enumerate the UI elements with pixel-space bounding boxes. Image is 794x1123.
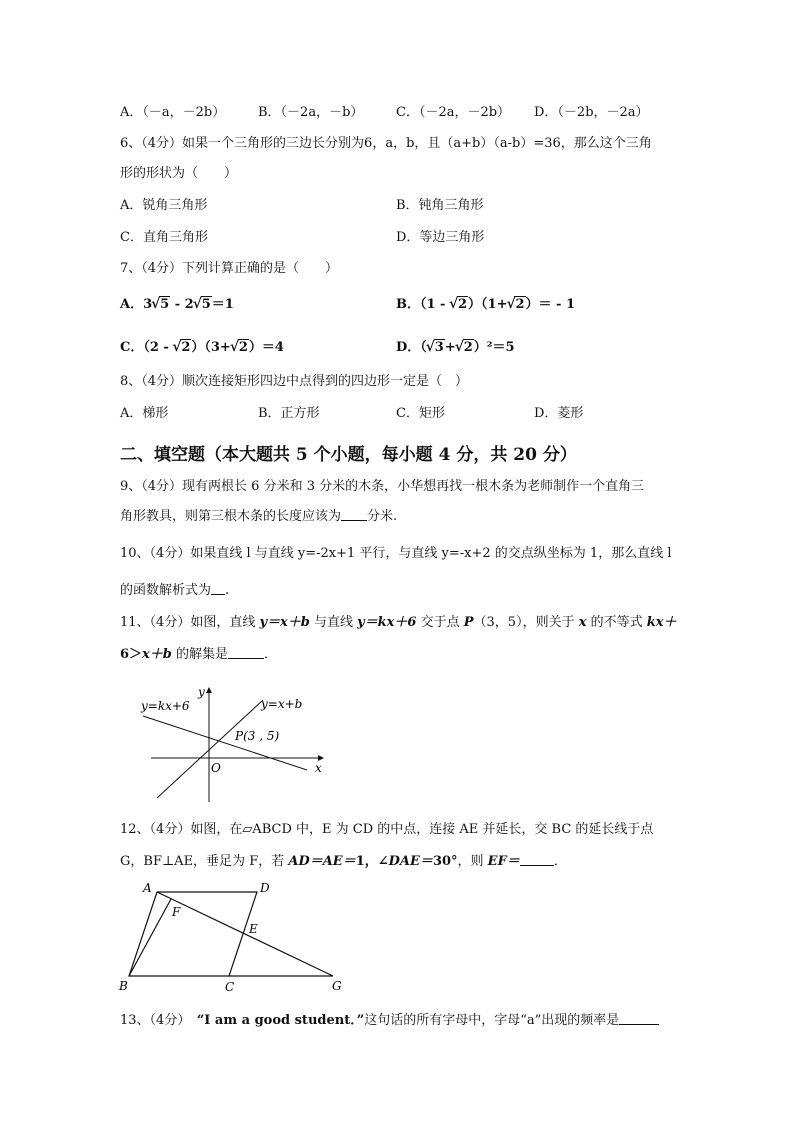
q10-answer-blank[interactable] [211,582,225,595]
label-x-plus-b: y=x+b [261,697,303,711]
q6-option-c: C．直角三角形 [120,230,208,245]
q11-stem-line1 [120,614,677,632]
q6-stem-line2: 形的形状为（ ） [120,166,238,181]
q10-stem-line1: 10、（4分）如果直线 l 与直线 y=-2x+1 平行，与直线 y=-x+2 的交点纵坐标为 1，那么直线 l [120,546,672,561]
segment-ag [157,892,333,976]
label-origin: O [211,761,221,775]
q7-b-label: B．（1 - [396,297,450,312]
q7-a-op: - 2 [170,297,194,312]
q7-option-d [396,339,515,357]
q9-stem-line2 [120,508,397,526]
label-g: G [332,979,342,993]
q8-option-d: D．菱形 [534,406,584,421]
q11-point-name: P [463,615,474,630]
sqrt-symbol [195,296,212,314]
q8-option-b: B．正方形 [258,406,320,421]
q7-d-radicand1: 3 [434,340,444,355]
q11-answer-blank[interactable] [228,646,264,659]
q7-b-tail: ）＝ - 1 [525,297,576,312]
q7-b-mid: ）（1+ [468,297,508,312]
q7-option-c [120,339,284,357]
q10-stem-line2 [120,582,229,600]
q12-expr: AD＝AE＝ [288,854,356,869]
section-heading: 二、填空题（本大题共 5 个小题，每小题 4 分，共 20 分） [120,445,577,465]
q7-c-tail: ）＝4 [248,340,284,355]
q12-text: G，BF⊥AE，垂足为 F，若 [120,854,289,869]
sqrt-symbol [232,339,249,357]
q12-period: ． [553,854,567,869]
q9-unit: 分米. [367,509,398,524]
label-e: E [249,922,258,936]
q6-option-a: A．锐角三角形 [120,198,208,213]
label-b: B [119,979,128,993]
q5-option-c: C．（－2a，－2b） [396,105,511,120]
q11-variable: x [578,615,587,630]
q8-stem: 8、（4分）顺次连接矩形四边中点得到的四边形一定是（ ） [120,374,469,389]
label-c: C [225,980,235,994]
sqrt-symbol [174,339,191,357]
q11-text: 交于点 [416,615,464,630]
q12-expr: 1， [355,854,378,869]
q11-line1-expr: y＝x＋b [259,615,310,630]
q12-text: ，则 [457,854,488,869]
sqrt-symbol [153,296,170,314]
q10-period: . [225,583,230,598]
q13-answer-blank[interactable] [619,1012,659,1025]
label-d: D [260,881,270,895]
q7-b-radicand2: 2 [515,297,525,312]
q11-period: ． [264,647,278,662]
q7-d-radicand2: 2 [463,340,473,355]
line-x-plus-b [157,700,263,798]
q5-option-d: D．（－2b，－2a） [534,105,649,120]
label-a: A [143,881,152,895]
q8-option-a: A．梯形 [120,406,169,421]
q7-a-coef: 3 [143,297,153,312]
q12-expr: EF＝ [487,854,520,869]
sqrt-symbol [428,339,445,357]
q8-option-c: C．矩形 [396,406,445,421]
q11-inequality-part: kx＋ [646,615,677,630]
q12-parallelogram-figure [115,876,355,998]
q11-text: （3，5），则关于 [473,615,579,630]
q6-option-d: D．等边三角形 [396,230,485,245]
q7-c-label: C．（2 - [120,340,174,355]
label-y: y [198,685,205,699]
q10-text: 的函数解析式为 [120,583,212,598]
q11-inequality-part: x＋b [142,647,172,662]
q9-answer-blank[interactable] [341,508,367,521]
q7-option-b [396,296,575,314]
label-f: F [172,905,181,919]
label-kx-plus-6: y=kx+6 [141,699,190,713]
q12-expr: ∠DAE＝ [377,854,433,869]
q9-text: 角形教具，则第三根木条的长度应该为 [120,509,342,524]
q11-text: 与直线 [309,615,358,630]
q7-a-label: A． [120,297,144,312]
sqrt-symbol [457,339,474,357]
q6-stem-line1: 6、（4分）如果一个三角形的三边长分别为6，a，b，且（a+b）（a-b）=36，那么这个三角 [120,136,652,151]
q5-option-b: B．（－2a，－b） [258,105,364,120]
q11-text: 的解集是 [171,647,229,662]
q5-option-a: A．（－a，－2b） [120,105,226,120]
q7-option-a [120,296,234,314]
q7-d-label: D．（ [396,340,427,355]
q7-c-radicand1: 2 [181,340,191,355]
q7-b-radicand1: 2 [457,297,468,312]
q7-a-radicand1: 5 [160,297,170,312]
q13-number: 13、（4分） [120,1013,197,1028]
q11-line2-expr: y＝kx＋6 [357,615,417,630]
q7-c-mid: ）（3+ [191,340,231,355]
parallelogram-abcd [129,892,257,976]
q13-stem [120,1012,659,1030]
q12-expr: 30° [432,854,458,869]
sqrt-symbol [451,296,468,314]
line-kx-plus-6 [143,716,307,770]
q7-d-mid: + [444,340,456,355]
q11-graph-figure [135,680,335,810]
q13-text: 这句话的所有字母中，字母“a”出现的频率是 [364,1013,620,1028]
q12-stem-line2 [120,853,567,871]
sqrt-symbol [508,296,525,314]
q11-inequality-part: 6＞ [120,647,143,662]
q9-stem-line1: 9、（4分）现有两根长 6 分米和 3 分米的木条，小华想再找一根木条为老师制作一个直角三 [120,479,645,494]
q12-answer-blank[interactable] [520,853,554,866]
q6-option-b: B．钝角三角形 [396,198,484,213]
segment-bf [129,899,171,976]
q7-d-tail: ）²＝5 [473,340,515,355]
q11-text: 的不等式 [586,615,647,630]
q7-a-tail: ＝1 [211,297,234,312]
q11-stem-line2 [120,646,277,664]
label-x: x [315,761,322,775]
q11-text: 11、（4分）如图，直线 [120,615,260,630]
q7-a-radicand2: 5 [201,297,211,312]
q7-stem: 7、（4分）下列计算正确的是（ ） [120,261,339,276]
q13-quote: “I am a good student．” [196,1013,365,1028]
q12-stem-line1: 12、（4分）如图，在▱ABCD 中，E 为 CD 的中点，连接 AE 并延长，交 BC 的延长线于点 [120,822,654,837]
q7-c-radicand2: 2 [238,340,248,355]
label-point-p: P(3 , 5) [235,729,280,743]
